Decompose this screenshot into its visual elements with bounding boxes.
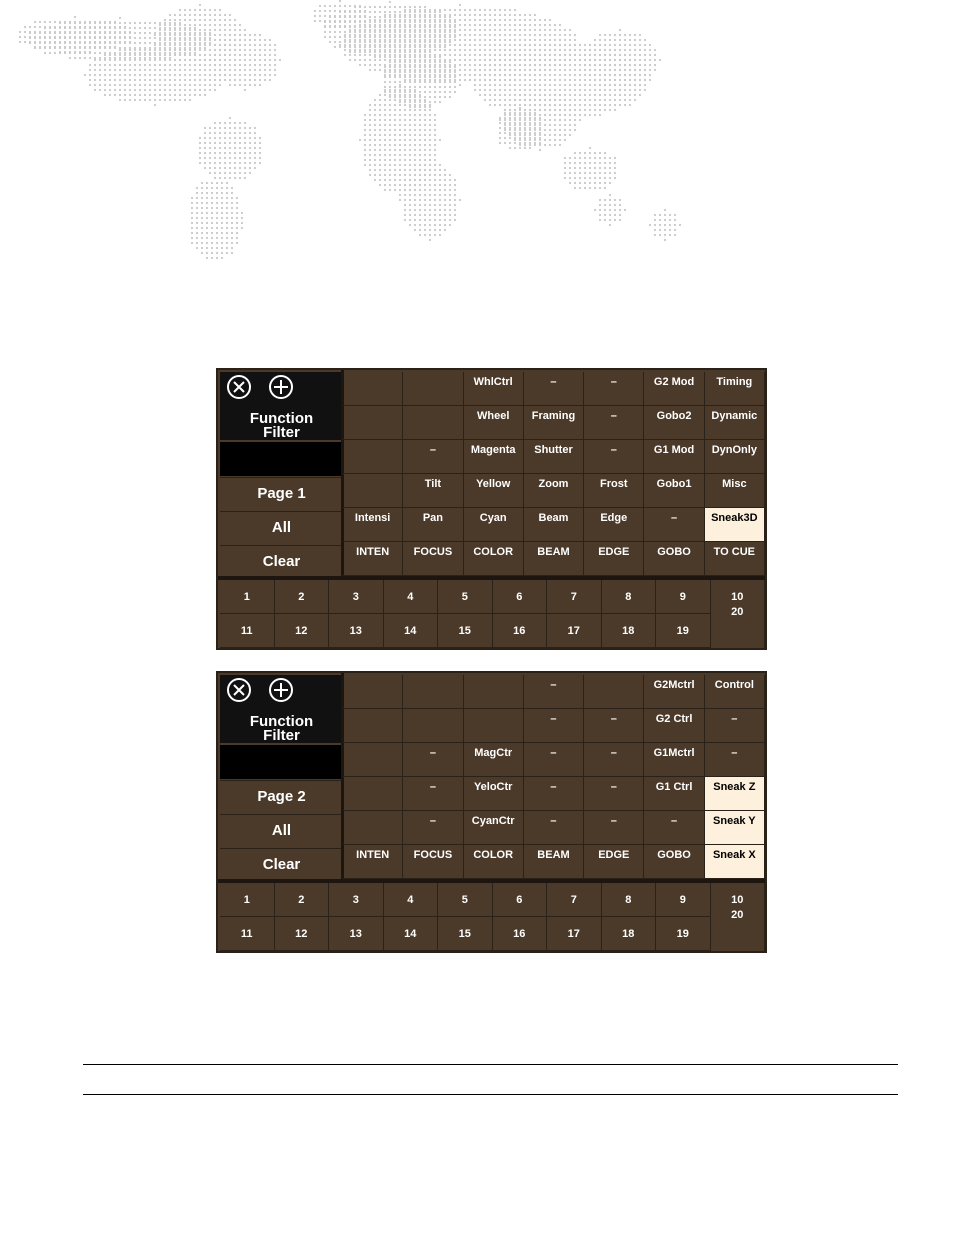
number-button[interactable]: 19 bbox=[656, 614, 711, 648]
world-map-graphic bbox=[0, 0, 954, 270]
number-button[interactable]: 18 bbox=[602, 917, 657, 951]
function-cell[interactable]: WhlCtrl bbox=[464, 372, 524, 406]
function-grid bbox=[343, 372, 765, 576]
number-button[interactable]: 3 bbox=[329, 883, 384, 917]
number-button[interactable]: 9 bbox=[656, 883, 711, 917]
footer-rule-bottom bbox=[83, 1094, 898, 1095]
function-cell[interactable]: FOCUS bbox=[403, 845, 463, 879]
number-button[interactable]: 9 bbox=[656, 580, 711, 614]
function-cell[interactable]: Framing bbox=[524, 406, 584, 440]
number-button[interactable]: 6 bbox=[493, 580, 548, 614]
number-button[interactable]: 5 bbox=[438, 580, 493, 614]
function-cell[interactable]: GOBO bbox=[644, 542, 704, 576]
clear-button[interactable]: Clear bbox=[220, 545, 343, 577]
function-cell[interactable]: G1Mctrl bbox=[644, 743, 704, 777]
number-button[interactable]: 20 bbox=[711, 909, 766, 951]
function-cell[interactable]: FOCUS bbox=[403, 542, 463, 576]
function-cell[interactable]: MagCtr bbox=[464, 743, 524, 777]
close-icon[interactable] bbox=[226, 374, 254, 402]
function-cell[interactable]: Control bbox=[705, 675, 765, 709]
function-filter-panel-page2 bbox=[216, 671, 767, 953]
function-cell[interactable]: – bbox=[584, 406, 644, 440]
function-cell[interactable]: Sneak Y bbox=[705, 811, 765, 845]
number-button[interactable]: 4 bbox=[384, 883, 439, 917]
function-cell[interactable]: – bbox=[584, 811, 644, 845]
function-cell[interactable]: – bbox=[584, 777, 644, 811]
number-button[interactable]: 19 bbox=[656, 917, 711, 951]
function-cell[interactable]: INTEN bbox=[343, 845, 403, 879]
function-cell[interactable]: TO CUE bbox=[705, 542, 765, 576]
function-cell[interactable] bbox=[343, 743, 403, 777]
function-cell[interactable]: – bbox=[524, 743, 584, 777]
function-cell[interactable]: – bbox=[705, 743, 765, 777]
function-cell[interactable]: – bbox=[403, 811, 463, 845]
function-cell[interactable] bbox=[464, 709, 524, 743]
function-cell[interactable]: GOBO bbox=[644, 845, 704, 879]
function-cell[interactable]: Intensi bbox=[343, 508, 403, 542]
number-button[interactable]: 4 bbox=[384, 580, 439, 614]
function-cell[interactable] bbox=[343, 406, 403, 440]
number-button[interactable]: 13 bbox=[329, 917, 384, 951]
function-cell[interactable]: Misc bbox=[705, 474, 765, 508]
function-cell[interactable] bbox=[403, 709, 463, 743]
clear-button[interactable]: Clear bbox=[220, 848, 343, 880]
function-cell[interactable]: Yellow bbox=[464, 474, 524, 508]
function-cell[interactable]: COLOR bbox=[464, 542, 524, 576]
function-cell[interactable]: Beam bbox=[524, 508, 584, 542]
number-button[interactable]: 16 bbox=[493, 917, 548, 951]
function-cell[interactable]: Sneak3D bbox=[705, 508, 765, 542]
function-cell[interactable]: Tilt bbox=[403, 474, 463, 508]
close-icon[interactable] bbox=[226, 677, 254, 705]
function-cell[interactable]: – bbox=[524, 372, 584, 406]
function-cell[interactable]: – bbox=[584, 440, 644, 474]
number-button[interactable]: 12 bbox=[275, 917, 330, 951]
number-button[interactable]: 2 bbox=[275, 580, 330, 614]
function-cell[interactable]: – bbox=[584, 709, 644, 743]
function-grid bbox=[343, 675, 765, 879]
function-cell[interactable] bbox=[343, 372, 403, 406]
number-button[interactable]: 15 bbox=[438, 917, 493, 951]
all-button[interactable]: All bbox=[220, 814, 343, 846]
number-button[interactable]: 10 bbox=[711, 580, 766, 614]
function-cell[interactable]: EDGE bbox=[584, 845, 644, 879]
all-button[interactable]: All bbox=[220, 511, 343, 543]
number-button[interactable]: 14 bbox=[384, 917, 439, 951]
number-button[interactable]: 8 bbox=[602, 883, 657, 917]
function-cell[interactable]: G1 Ctrl bbox=[644, 777, 704, 811]
function-cell[interactable] bbox=[343, 440, 403, 474]
number-button[interactable]: 1 bbox=[220, 883, 275, 917]
function-cell[interactable] bbox=[464, 675, 524, 709]
number-button[interactable]: 13 bbox=[329, 614, 384, 648]
function-cell[interactable]: G2Mctrl bbox=[644, 675, 704, 709]
page-button[interactable]: Page 2 bbox=[220, 780, 343, 812]
function-cell[interactable]: CyanCtr bbox=[464, 811, 524, 845]
number-button[interactable]: 1 bbox=[220, 580, 275, 614]
function-cell[interactable]: INTEN bbox=[343, 542, 403, 576]
panel-header bbox=[220, 372, 343, 440]
function-cell[interactable]: – bbox=[524, 811, 584, 845]
function-cell[interactable]: Pan bbox=[403, 508, 463, 542]
number-button[interactable]: 7 bbox=[547, 883, 602, 917]
number-button[interactable]: 7 bbox=[547, 580, 602, 614]
function-cell[interactable]: Magenta bbox=[464, 440, 524, 474]
number-button[interactable]: 6 bbox=[493, 883, 548, 917]
function-cell[interactable]: DynOnly bbox=[705, 440, 765, 474]
empty-display-bar bbox=[220, 442, 343, 476]
function-cell[interactable]: Zoom bbox=[524, 474, 584, 508]
function-cell[interactable]: G2 Ctrl bbox=[644, 709, 704, 743]
function-cell[interactable]: – bbox=[584, 743, 644, 777]
panel-title: Function Filter bbox=[249, 410, 314, 441]
number-button[interactable]: 16 bbox=[493, 614, 548, 648]
function-cell[interactable] bbox=[343, 709, 403, 743]
function-cell[interactable]: Timing bbox=[705, 372, 765, 406]
number-button[interactable]: 17 bbox=[547, 614, 602, 648]
function-cell[interactable]: – bbox=[524, 675, 584, 709]
panel-title: Function Filter bbox=[249, 713, 314, 744]
panel-header bbox=[220, 675, 343, 743]
number-keypad bbox=[220, 580, 765, 648]
number-button[interactable]: 3 bbox=[329, 580, 384, 614]
function-cell[interactable]: – bbox=[524, 777, 584, 811]
number-button[interactable]: 8 bbox=[602, 580, 657, 614]
number-button[interactable]: 17 bbox=[547, 917, 602, 951]
function-cell[interactable]: Sneak X bbox=[705, 845, 765, 879]
add-icon[interactable] bbox=[268, 677, 296, 705]
number-button[interactable]: 11 bbox=[220, 917, 275, 951]
function-cell[interactable]: – bbox=[705, 709, 765, 743]
number-button[interactable]: 20 bbox=[711, 606, 766, 648]
function-cell[interactable]: G2 Mod bbox=[644, 372, 704, 406]
function-cell[interactable]: Edge bbox=[584, 508, 644, 542]
function-cell[interactable]: Sneak Z bbox=[705, 777, 765, 811]
function-cell[interactable] bbox=[403, 372, 463, 406]
function-cell[interactable]: G1 Mod bbox=[644, 440, 704, 474]
number-button[interactable]: 11 bbox=[220, 614, 275, 648]
function-cell[interactable] bbox=[403, 406, 463, 440]
function-cell[interactable]: Cyan bbox=[464, 508, 524, 542]
function-cell[interactable]: BEAM bbox=[524, 845, 584, 879]
add-icon[interactable] bbox=[268, 374, 296, 402]
function-cell[interactable] bbox=[403, 675, 463, 709]
number-button[interactable]: 2 bbox=[275, 883, 330, 917]
function-cell[interactable]: – bbox=[403, 743, 463, 777]
function-cell[interactable]: Frost bbox=[584, 474, 644, 508]
function-cell[interactable] bbox=[343, 811, 403, 845]
function-cell[interactable] bbox=[584, 675, 644, 709]
number-button[interactable]: 18 bbox=[602, 614, 657, 648]
function-cell[interactable]: YeloCtr bbox=[464, 777, 524, 811]
function-cell[interactable]: Gobo2 bbox=[644, 406, 704, 440]
function-cell[interactable]: EDGE bbox=[584, 542, 644, 576]
function-cell[interactable]: Gobo1 bbox=[644, 474, 704, 508]
page-button[interactable]: Page 1 bbox=[220, 477, 343, 509]
function-cell[interactable]: Shutter bbox=[524, 440, 584, 474]
number-button[interactable]: 10 bbox=[711, 883, 766, 917]
function-cell[interactable] bbox=[343, 474, 403, 508]
empty-display-bar bbox=[220, 745, 343, 779]
function-cell[interactable]: BEAM bbox=[524, 542, 584, 576]
function-cell[interactable]: – bbox=[403, 440, 463, 474]
function-cell[interactable]: – bbox=[644, 508, 704, 542]
number-button[interactable]: 14 bbox=[384, 614, 439, 648]
number-button[interactable]: 5 bbox=[438, 883, 493, 917]
function-cell[interactable]: Dynamic bbox=[705, 406, 765, 440]
function-cell[interactable]: – bbox=[524, 709, 584, 743]
function-cell[interactable] bbox=[343, 675, 403, 709]
footer-rule-top bbox=[83, 1064, 898, 1065]
number-keypad bbox=[220, 883, 765, 951]
function-filter-panel-page1 bbox=[216, 368, 767, 650]
number-button[interactable]: 15 bbox=[438, 614, 493, 648]
number-button[interactable]: 12 bbox=[275, 614, 330, 648]
function-cell[interactable]: Wheel bbox=[464, 406, 524, 440]
function-cell[interactable]: – bbox=[584, 372, 644, 406]
function-cell[interactable]: – bbox=[403, 777, 463, 811]
function-cell[interactable]: – bbox=[644, 811, 704, 845]
function-cell[interactable]: COLOR bbox=[464, 845, 524, 879]
function-cell[interactable] bbox=[343, 777, 403, 811]
